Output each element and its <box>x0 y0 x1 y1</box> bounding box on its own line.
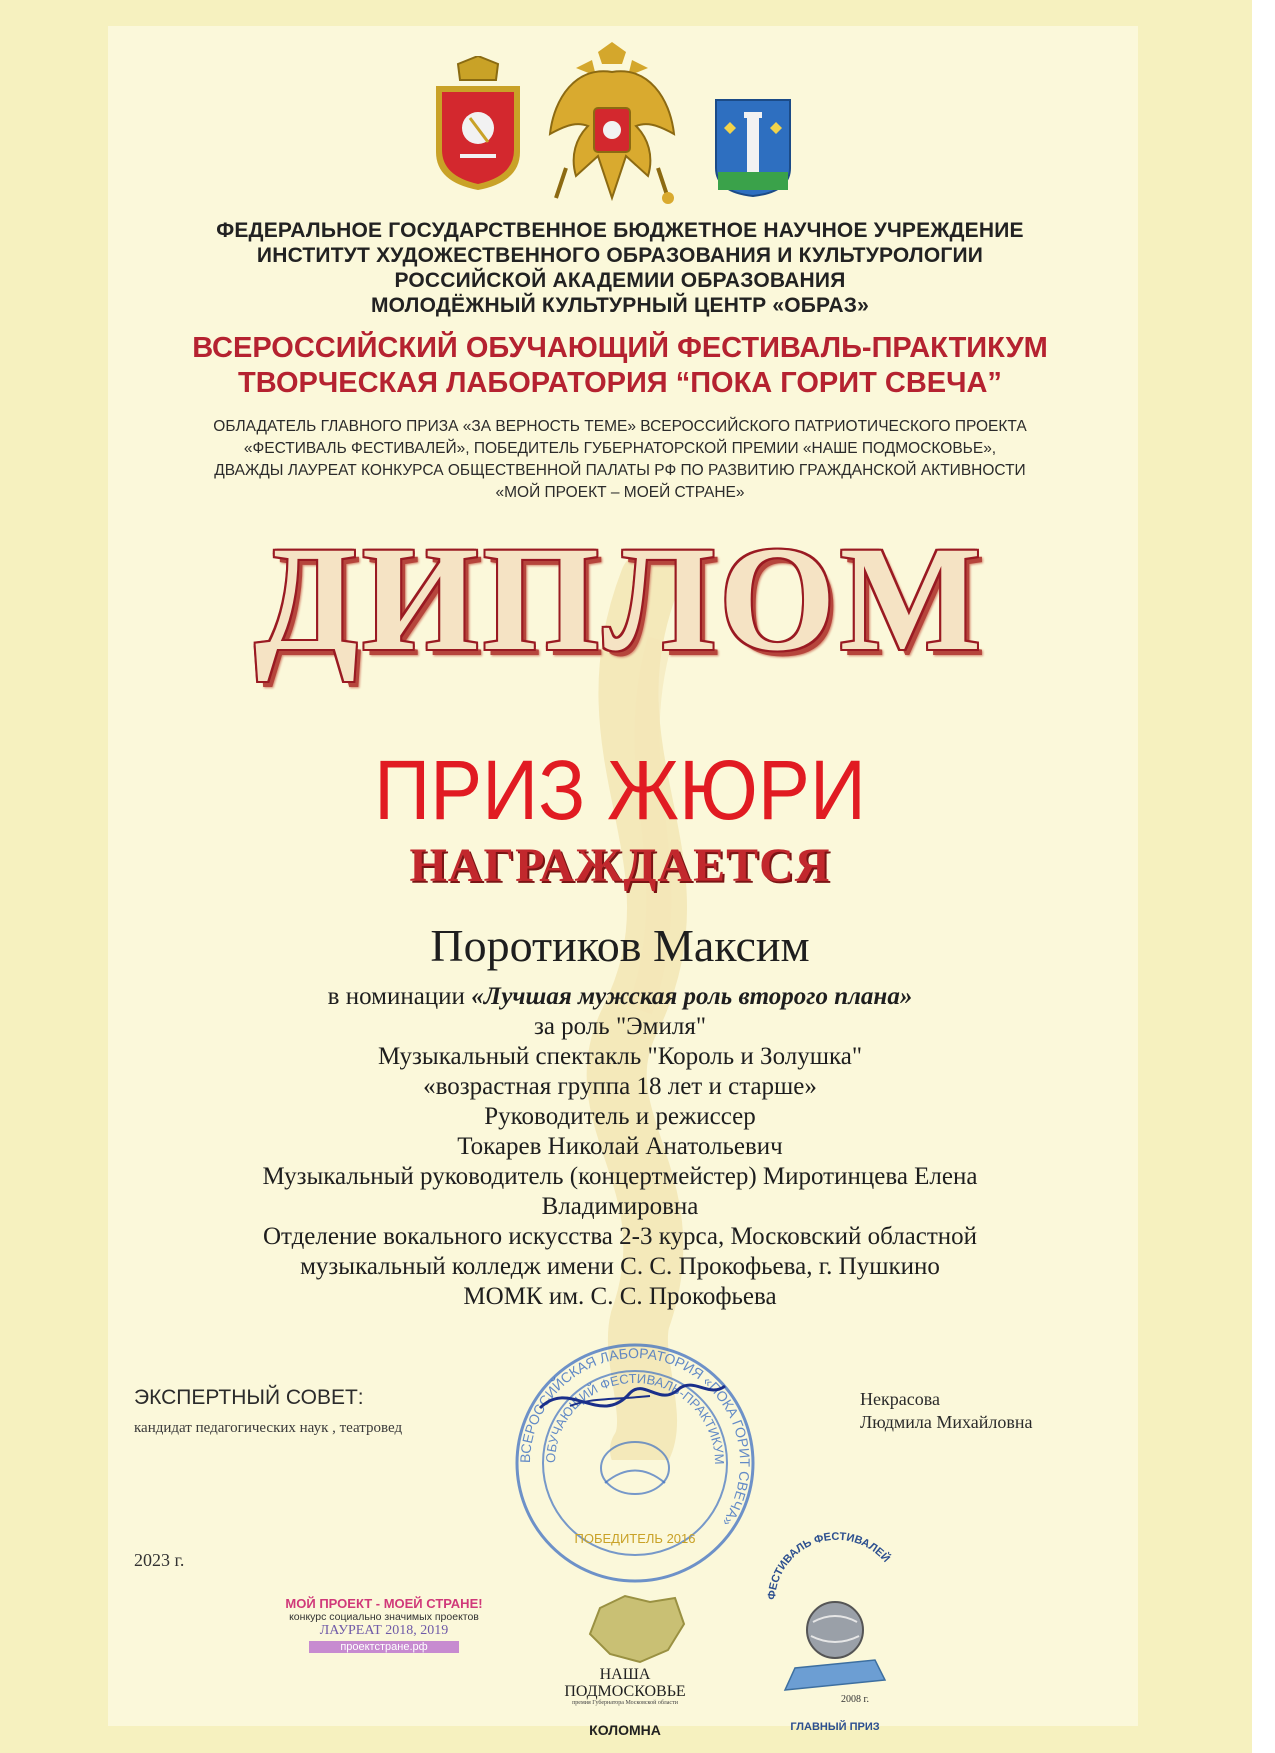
signer-surname: Некрасова <box>860 1389 940 1409</box>
my-project-laureate: ЛАУРЕАТ 2018, 2019 <box>319 1623 449 1638</box>
director-title: Руководитель и режиссер <box>484 1103 756 1130</box>
institution-header <box>0 218 1240 318</box>
nomination-title: «Лучшая мужская роль второго плана» <box>471 983 913 1010</box>
svg-text:ОБУЧАЮЩИЙ ФЕСТИВАЛЬ-ПРАКТИКУМ <box>543 1371 727 1465</box>
recipient-name: Поротиков Максим <box>430 920 810 971</box>
diploma-title: ДИПЛОМ <box>254 516 986 682</box>
my-project-subtitle: конкурс социально значимых проектов <box>289 1611 479 1623</box>
moscow-oblast-coat-of-arms-icon <box>430 56 526 192</box>
signer-given-names: Людмила Михайловна <box>860 1412 1033 1432</box>
award-details <box>0 982 1240 1312</box>
stamp-top-text: ОБУЧАЮЩИЙ ФЕСТИВАЛЬ-ПРАКТИКУМ <box>542 1370 728 1465</box>
stamp-outer-text: ВСЕРОССИЙСКАЯ ЛАБОРАТОРИЯ «ПОКА ГОРИТ СВЕЧА» <box>516 1344 754 1530</box>
my-project-title: МОЙ ПРОЕКТ - МОЕЙ СТРАНЕ! <box>285 1596 483 1611</box>
emblems-row <box>0 38 1275 208</box>
podmoskovye-line-3: премия Губернатора Московской области <box>572 1700 678 1706</box>
fest-of-fests-arc-text: ФЕСТИВАЛЬ ФЕСТИВАЛЕЙ <box>765 1530 893 1601</box>
year-label: 2023 г. <box>134 1550 185 1570</box>
awards-info-line-1: ОБЛАДАТЕЛЬ ГЛАВНОГО ПРИЗА «ЗА ВЕРНОСТЬ ТЕМЕ» ВСЕРОССИЙСКОГО ПАТРИОТИЧЕСКОГО ПРОЕКТА <box>213 418 1027 435</box>
svg-text:ФЕСТИВАЛЬ ФЕСТИВАЛЕЙ <box>766 1531 893 1601</box>
expert-council-subtitle: кандидат педагогических наук , театровед <box>134 1420 403 1436</box>
awards-info-line-2: «ФЕСТИВАЛЬ ФЕСТИВАЛЕЙ», ПОБЕДИТЕЛЬ ГУБЕРНАТОРСКОЙ ПРЕМИИ «НАШЕ ПОДМОСКОВЬЕ», <box>243 440 997 457</box>
music-director-line-1: Музыкальный руководитель (концертмейстер) Миротинцева Елена <box>262 1163 978 1190</box>
institution-line-4: МОЛОДЁЖНЫЙ КУЛЬТУРНЫЙ ЦЕНТР «ОБРАЗ» <box>370 294 870 317</box>
kolomna-coat-of-arms-icon <box>714 98 792 198</box>
festival-line-1: ВСЕРОССИЙСКИЙ ОБУЧАЮЩИЙ ФЕСТИВАЛЬ-ПРАКТИКУМ <box>192 332 1048 364</box>
russian-eagle-coat-of-arms-icon <box>546 38 678 206</box>
institution-line-2: ИНСТИТУТ ХУДОЖЕСТВЕННОГО ОБРАЗОВАНИЯ И КУЛЬТУРОЛОГИИ <box>256 244 984 267</box>
my-project-site: проектстране.рф <box>309 1641 459 1653</box>
stamp-winner-text: ПОБЕДИТЕЛЬ 2016 <box>574 1531 696 1546</box>
department-line-1: Отделение вокального искусства 2-3 курса, Московский областной <box>262 1223 978 1250</box>
nomination-prefix: в номинации <box>327 983 472 1010</box>
role-line: за роль "Эмиля" <box>533 1013 707 1040</box>
signer-name <box>860 1388 1033 1434</box>
music-director-line-2: Владимировна <box>541 1193 699 1220</box>
jury-prize-title: ПРИЗ ЖЮРИ <box>374 742 866 838</box>
round-seal-stamp <box>510 1338 760 1588</box>
podmoskovye-line-1: НАША <box>599 1666 651 1683</box>
moscow-region-map-icon <box>580 1588 690 1668</box>
nomination-line <box>0 982 1240 1012</box>
director-name: Токарев Николай Анатольевич <box>457 1133 783 1160</box>
festival-line-2: ТВОРЧЕСКАЯ ЛАБОРАТОРИЯ “ПОКА ГОРИТ СВЕЧА” <box>238 367 1002 399</box>
fest-of-fests-prize: ГЛАВНЫЙ ПРИЗ <box>790 1721 880 1733</box>
awards-info-line-3: ДВАЖДЫ ЛАУРЕАТ КОНКУРСА ОБЩЕСТВЕННОЙ ПАЛАТЫ РФ ПО РАЗВИТИЮ ГРАЖДАНСКОЙ АКТИВНОСТИ <box>214 462 1026 479</box>
department-line-2: музыкальный колледж имени С. С. Прокофьева, г. Пушкино <box>300 1253 940 1280</box>
podmoskovye-line-2: ПОДМОСКОВЬЕ <box>564 1683 686 1700</box>
expert-council-title: ЭКСПЕРТНЫЙ СОВЕТ: <box>134 1386 364 1409</box>
institution-line-3: РОССИЙСКОЙ АКАДЕМИИ ОБРАЗОВАНИЯ <box>394 269 846 292</box>
play-line: Музыкальный спектакль "Король и Золушка" <box>377 1043 863 1070</box>
awards-info-line-4: «МОЙ ПРОЕКТ – МОЕЙ СТРАНЕ» <box>495 484 745 501</box>
festival-title <box>0 331 1240 401</box>
awards-info <box>0 416 1240 504</box>
awarded-label: НАГРАЖДАЕТСЯ <box>409 839 831 892</box>
podmoskovye-logo <box>550 1666 700 1706</box>
age-group-line: «возрастная группа 18 лет и старше» <box>423 1073 817 1100</box>
institution-line-1: ФЕДЕРАЛЬНОЕ ГОСУДАРСТВЕННОЕ БЮДЖЕТНОЕ НАУЧНОЕ УЧРЕЖДЕНИЕ <box>216 219 1024 242</box>
fest-of-fests-year: 2008 г. <box>841 1694 869 1705</box>
my-project-logo <box>284 1596 484 1653</box>
department-line-3: МОМК им. С. С. Прокофьева <box>463 1283 777 1310</box>
festival-of-festivals-logo <box>755 1530 915 1740</box>
city-label: КОЛОМНА <box>589 1722 661 1738</box>
